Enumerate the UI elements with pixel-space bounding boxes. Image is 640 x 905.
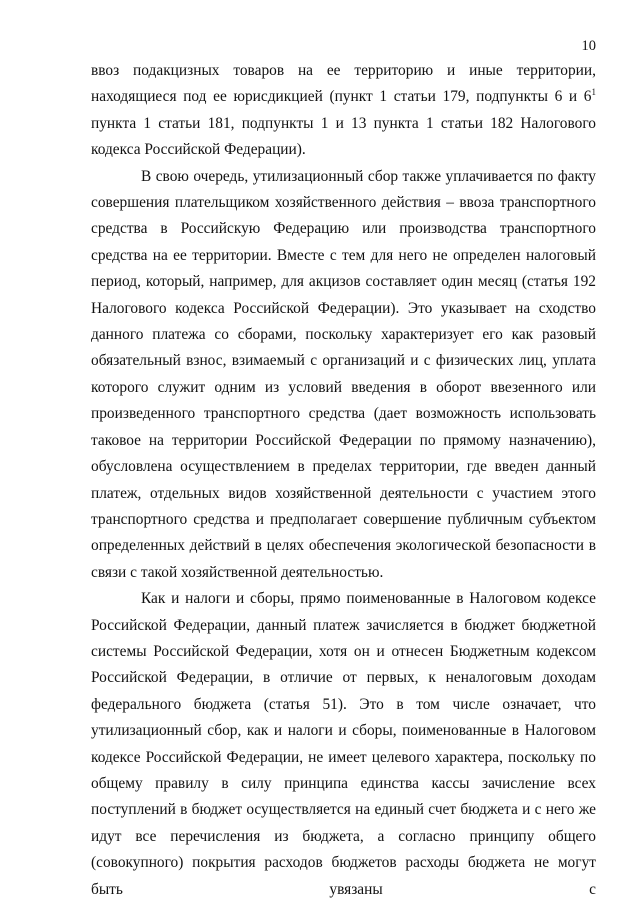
paragraph: В свою очередь, утилизационный сбор также уплачивается по факту совершения плательщиком хозяйственного действия – ввоза транспортного средства в Российскую Федерацию или производства транспортного средства на ее территории. Вместе с тем для него не определен налоговый период, который, например, для акцизов составляет один месяц (статья 192 Налогового кодекса Российской Федерации). Это указывает на сходство данного платежа со сборами, поскольку характеризует его как разовый обязательный взнос, взимаемый с организаций и с физических лиц, уплата которого служит одним из условий введения в оборот ввезенного или произведенного транспортного средства (дает возможность использовать таковое на территории Российской Федерации по прямому назначению), обусловлена осуществлением в пределах территории, где введен данный платеж, отдельных видов хозяйственной деятельности с участием этого транспортного средства и предполагает совершение публичным субъектом определенных действий в целях обеспечения экологической безопасности в связи с такой хозяйственной деятельностью.: [91, 167, 596, 581]
page-number: 10: [581, 38, 596, 54]
body-text: [91, 58, 596, 903]
paragraph-text: пункта 1 статьи 181, подпункты 1 и 13 пункта 1 статьи 182 Налогового кодекса Российской Федерации).: [91, 114, 596, 159]
paragraph-text: ввоз подакцизных товаров на ее территорию и иные территории, находящиеся под ее юрисдикцией (пункт 1 статьи 179, подпункты 6 и 6: [91, 62, 596, 106]
paragraph: Как и налоги и сборы, прямо поименованные в Налоговом кодексе Российской Федерации, данный платеж зачисляется в бюджет бюджетной системы Российской Федерации, хотя он и отнесен Бюджетным кодексом Российской Федерации, в отличие от первых, к неналоговым доходам федерального бюджета (статья 51). Это в том числе означает, что утилизационный сбор, как и налоги и сборы, поименованные в Налоговом кодексе Российской Федерации, не имеет целевого характера, поскольку по общему правилу в силу принципа единства кассы зачисление всех поступлений в бюджет осуществляется на единый счет бюджета и с него же идут все перечисления из бюджета, а согласно принципу общего (совокупного) покрытия расходов бюджетов расходы бюджета не могут быть увязаны с: [91, 590, 596, 898]
superscript-index: 1: [591, 87, 596, 98]
paragraph-continuation: [91, 58, 596, 164]
